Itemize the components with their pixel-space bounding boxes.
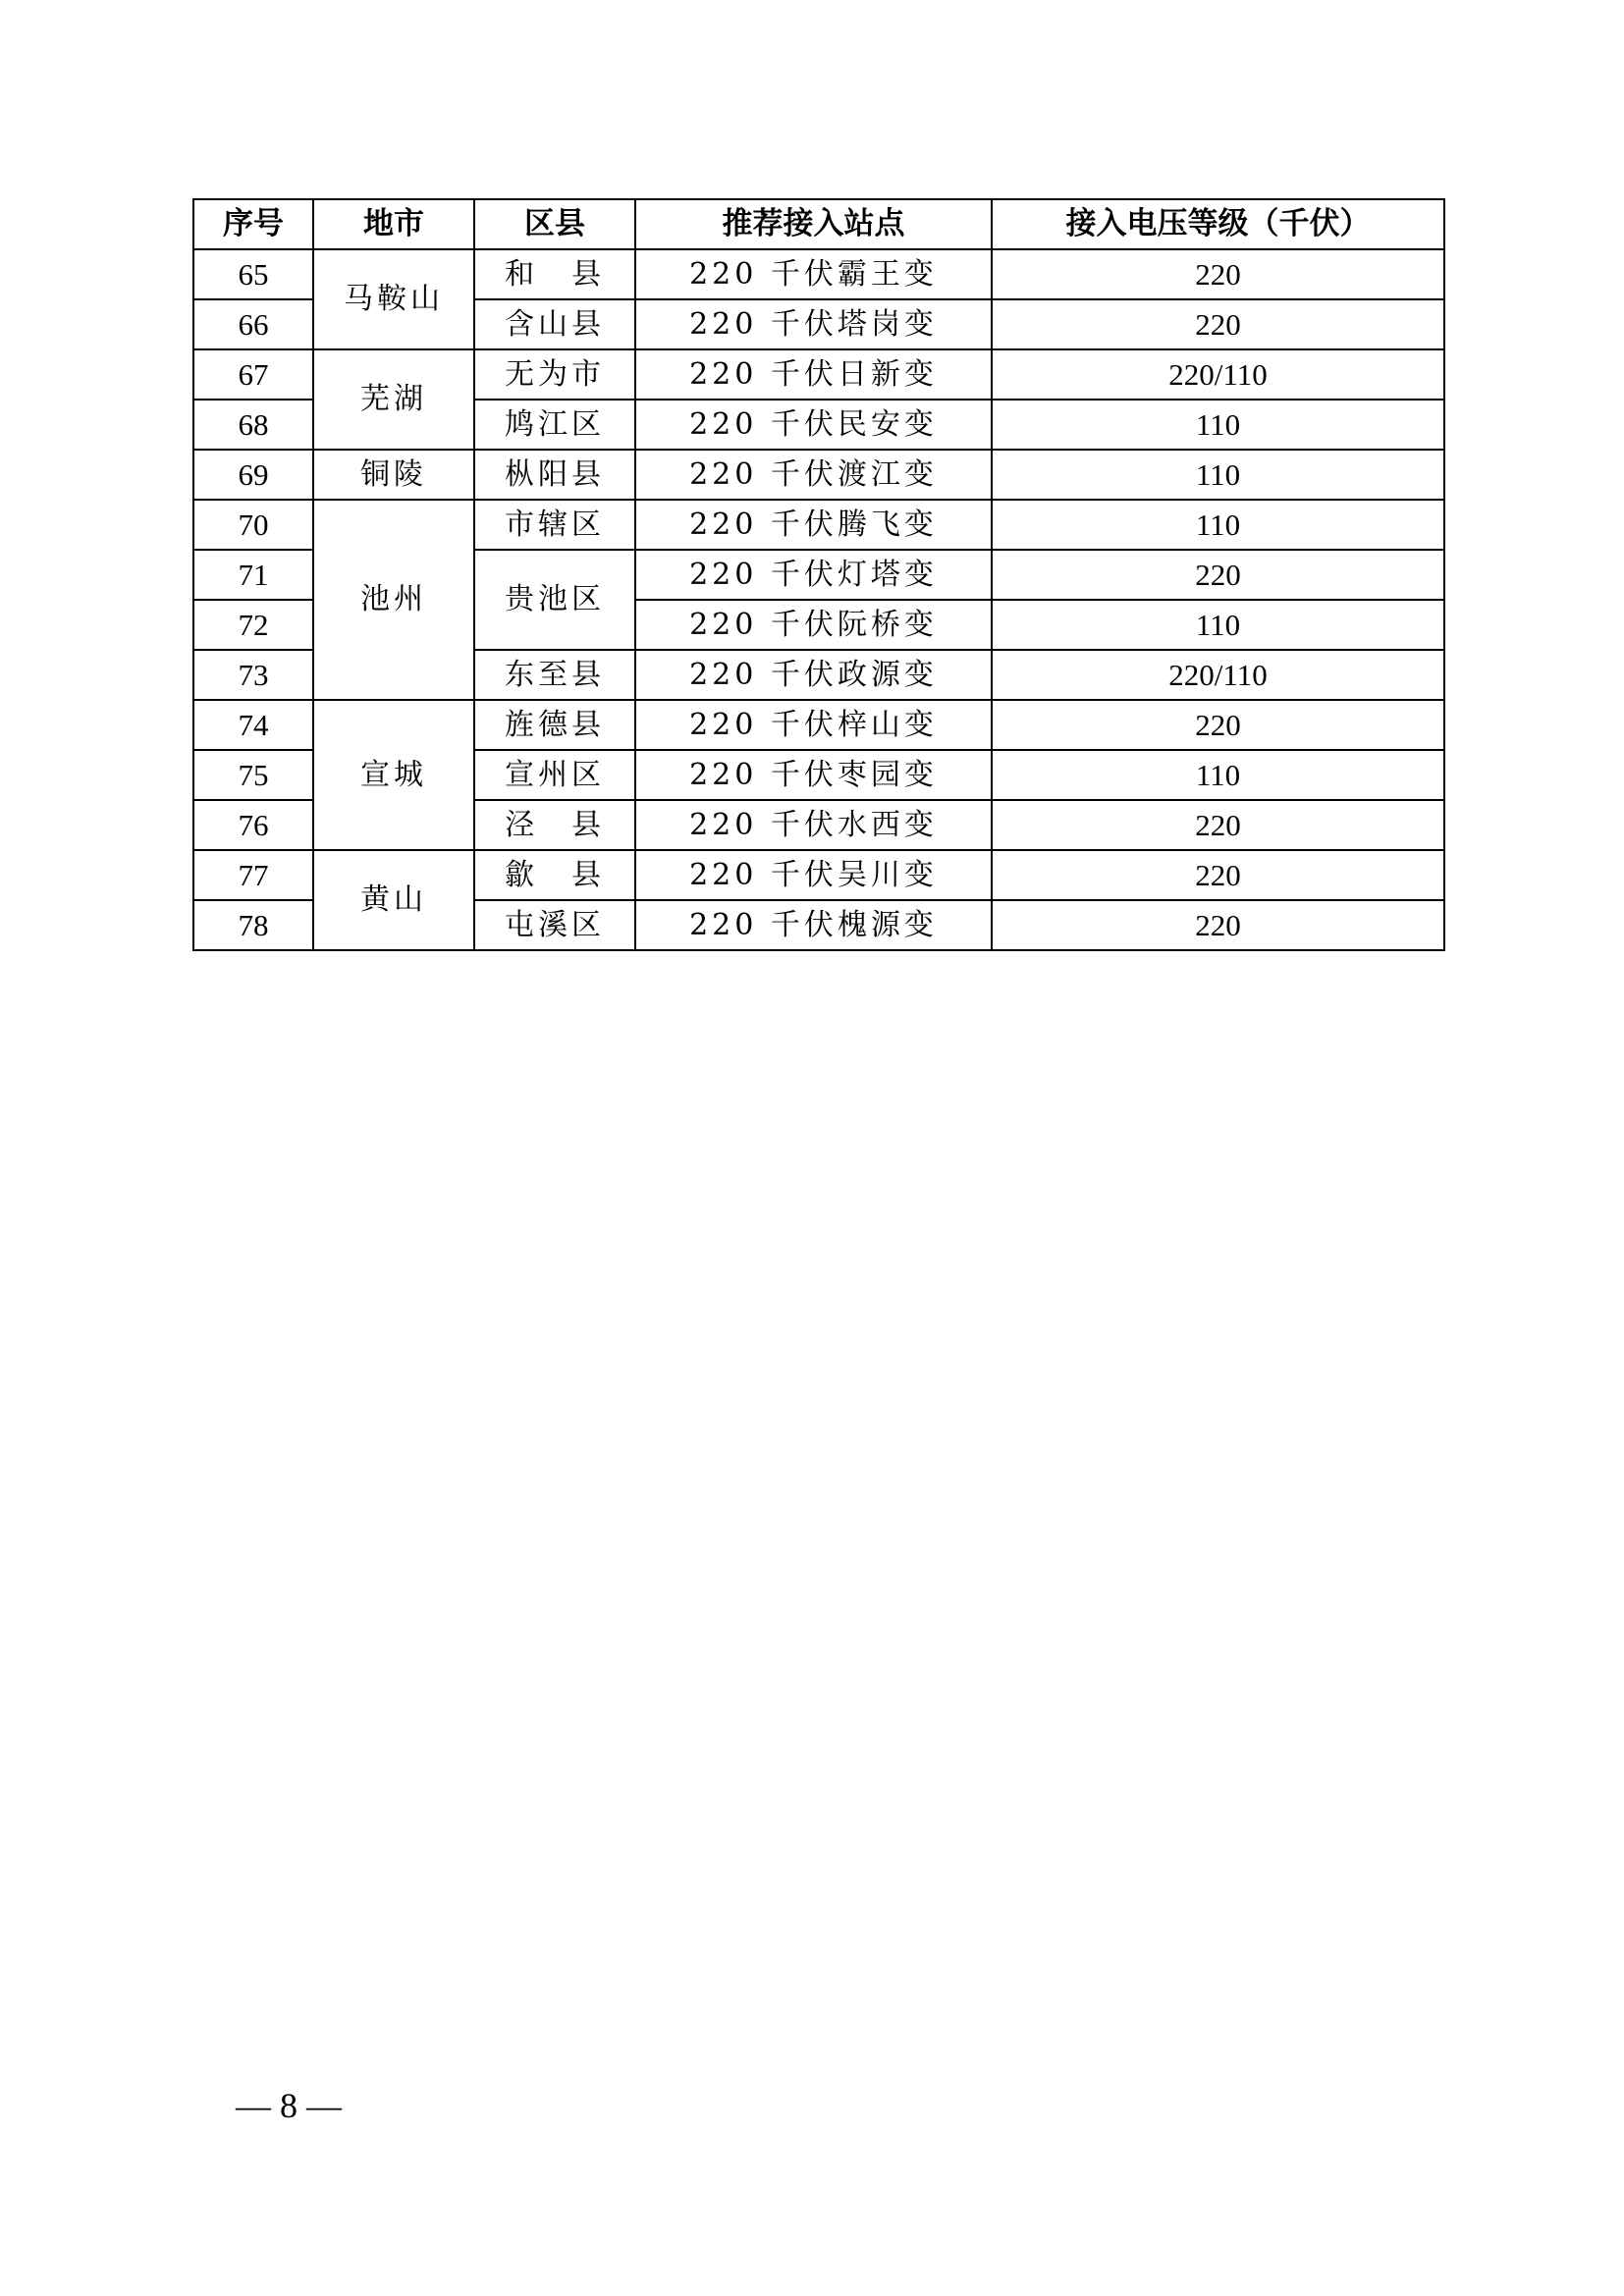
station-cell: 220 千伏霸王变 [635,249,992,299]
header-station: 推荐接入站点 [635,199,992,249]
voltage-cell: 220 [992,550,1444,600]
voltage-cell: 110 [992,600,1444,650]
seq-cell: 75 [193,750,313,800]
seq-cell: 71 [193,550,313,600]
district-cell: 屯溪区 [474,900,635,950]
district-cell: 歙 县 [474,850,635,900]
station-cell: 220 千伏水西变 [635,800,992,850]
voltage-cell: 220/110 [992,650,1444,700]
table-row [193,850,1444,900]
header-district: 区县 [474,199,635,249]
table-header-row [193,199,1444,249]
station-cell: 220 千伏吴川变 [635,850,992,900]
seq-cell: 67 [193,349,313,400]
station-cell: 220 千伏枣园变 [635,750,992,800]
seq-cell: 66 [193,299,313,349]
voltage-cell: 220 [992,900,1444,950]
station-cell: 220 千伏塔岗变 [635,299,992,349]
voltage-cell: 220 [992,700,1444,750]
table-row [193,450,1444,500]
seq-cell: 76 [193,800,313,850]
station-cell: 220 千伏梓山变 [635,700,992,750]
voltage-cell: 220 [992,850,1444,900]
header-voltage: 接入电压等级（千伏） [992,199,1444,249]
city-cell: 铜陵 [313,450,474,500]
seq-cell: 78 [193,900,313,950]
station-cell: 220 千伏阮桥变 [635,600,992,650]
voltage-cell: 220 [992,249,1444,299]
station-cell: 220 千伏腾飞变 [635,500,992,550]
station-cell: 220 千伏政源变 [635,650,992,700]
district-cell: 无为市 [474,349,635,400]
city-cell: 宣城 [313,700,474,850]
station-cell: 220 千伏槐源变 [635,900,992,950]
voltage-cell: 220 [992,299,1444,349]
city-cell: 芜湖 [313,349,474,450]
substation-table [192,198,1445,951]
voltage-cell: 220/110 [992,349,1444,400]
district-cell: 枞阳县 [474,450,635,500]
header-seq: 序号 [193,199,313,249]
table-row [193,700,1444,750]
district-cell: 宣州区 [474,750,635,800]
page-number: — 8 — [236,2086,342,2125]
seq-cell: 72 [193,600,313,650]
city-cell: 马鞍山 [313,249,474,349]
seq-cell: 70 [193,500,313,550]
table-row [193,500,1444,550]
district-cell: 贵池区 [474,550,635,650]
station-cell: 220 千伏民安变 [635,400,992,450]
station-cell: 220 千伏日新变 [635,349,992,400]
voltage-cell: 110 [992,400,1444,450]
seq-cell: 69 [193,450,313,500]
voltage-cell: 110 [992,500,1444,550]
header-city: 地市 [313,199,474,249]
district-cell: 含山县 [474,299,635,349]
district-cell: 东至县 [474,650,635,700]
seq-cell: 77 [193,850,313,900]
table-row [193,249,1444,299]
voltage-cell: 110 [992,750,1444,800]
district-cell: 和 县 [474,249,635,299]
seq-cell: 73 [193,650,313,700]
district-cell: 市辖区 [474,500,635,550]
district-cell: 鸠江区 [474,400,635,450]
district-cell: 泾 县 [474,800,635,850]
table-row [193,349,1444,400]
voltage-cell: 220 [992,800,1444,850]
city-cell: 黄山 [313,850,474,950]
station-cell: 220 千伏灯塔变 [635,550,992,600]
city-cell: 池州 [313,500,474,700]
voltage-cell: 110 [992,450,1444,500]
seq-cell: 74 [193,700,313,750]
seq-cell: 65 [193,249,313,299]
station-cell: 220 千伏渡江变 [635,450,992,500]
district-cell: 旌德县 [474,700,635,750]
seq-cell: 68 [193,400,313,450]
